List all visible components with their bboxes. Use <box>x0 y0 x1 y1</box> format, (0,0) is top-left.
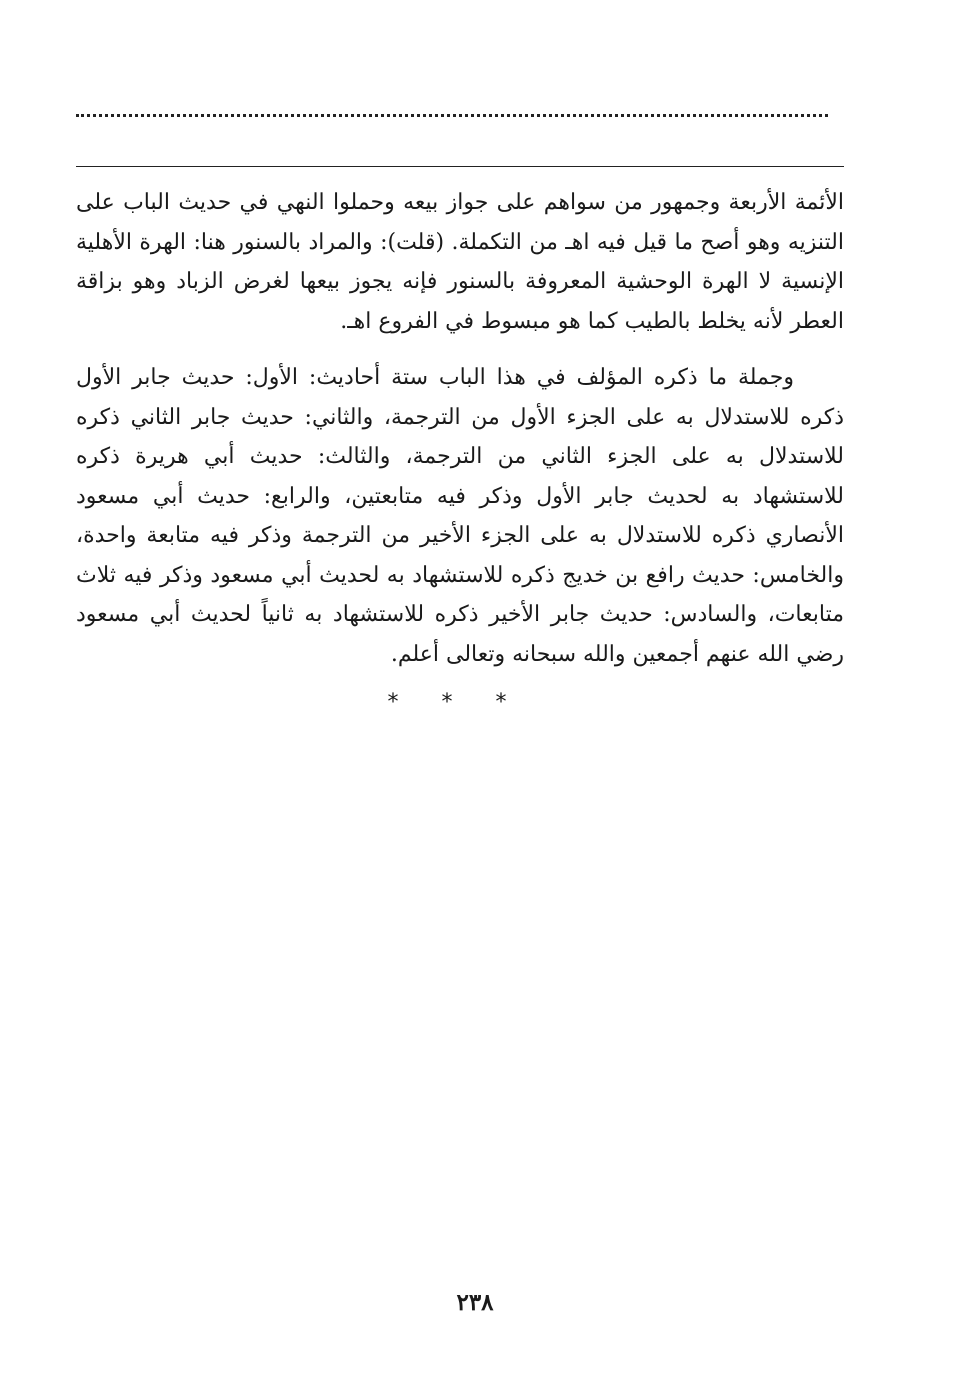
footnote-divider <box>76 166 844 167</box>
paragraph-summary <box>76 358 844 674</box>
page-number: ٢٣٨ <box>456 1289 494 1316</box>
paragraph-1-text: الأئمة الأربعة وجمهور من سواهم على جواز بيعه وحملوا النهي في حديث الباب على التنزيه وهو أصح ما قيل فيه اهـ من التكملة. (قلت): والمراد بالسنور هنا: الهرة الأهلية الإنسية لا الهرة الوحشية المعروفة بالسنور فإنه يجوز بيعها لغرض الزباد وهو بزاقة العطر لأنه يخلط بالطيب كما هو مبسوط في الفروع اهـ. <box>76 190 844 334</box>
dotted-divider <box>76 114 828 117</box>
section-separator: * * * <box>387 690 525 715</box>
paragraph-2-text: وجملة ما ذكره المؤلف في هذا الباب ستة أحاديث: الأول: حديث جابر الأول ذكره للاستدلال به على الجزء الأول من الترجمة، والثاني: حديث جابر الثاني ذكره للاستدلال به على الجزء الثاني من الترجمة، والثالث: حديث أبي هريرة ذكره للاستشهاد به لحديث جابر الأول وذكر فيه متابعتين، والرابع: حديث أبي مسعود الأنصاري ذكره للاستدلال به على الجزء الأخير من الترجمة وذكر فيه متابعة واحدة، والخامس: حديث رافع بن خديج ذكره للاستشهاد به لحديث أبي مسعود وذكر فيه ثلاث متابعات، والسادس: حديث جابر الأخير ذكره للاستشهاد به ثانياً لحديث أبي مسعود رضي الله عنهم أجمعين والله سبحانه وتعالى أعلم. <box>76 365 845 667</box>
paragraph-continued <box>76 183 844 341</box>
